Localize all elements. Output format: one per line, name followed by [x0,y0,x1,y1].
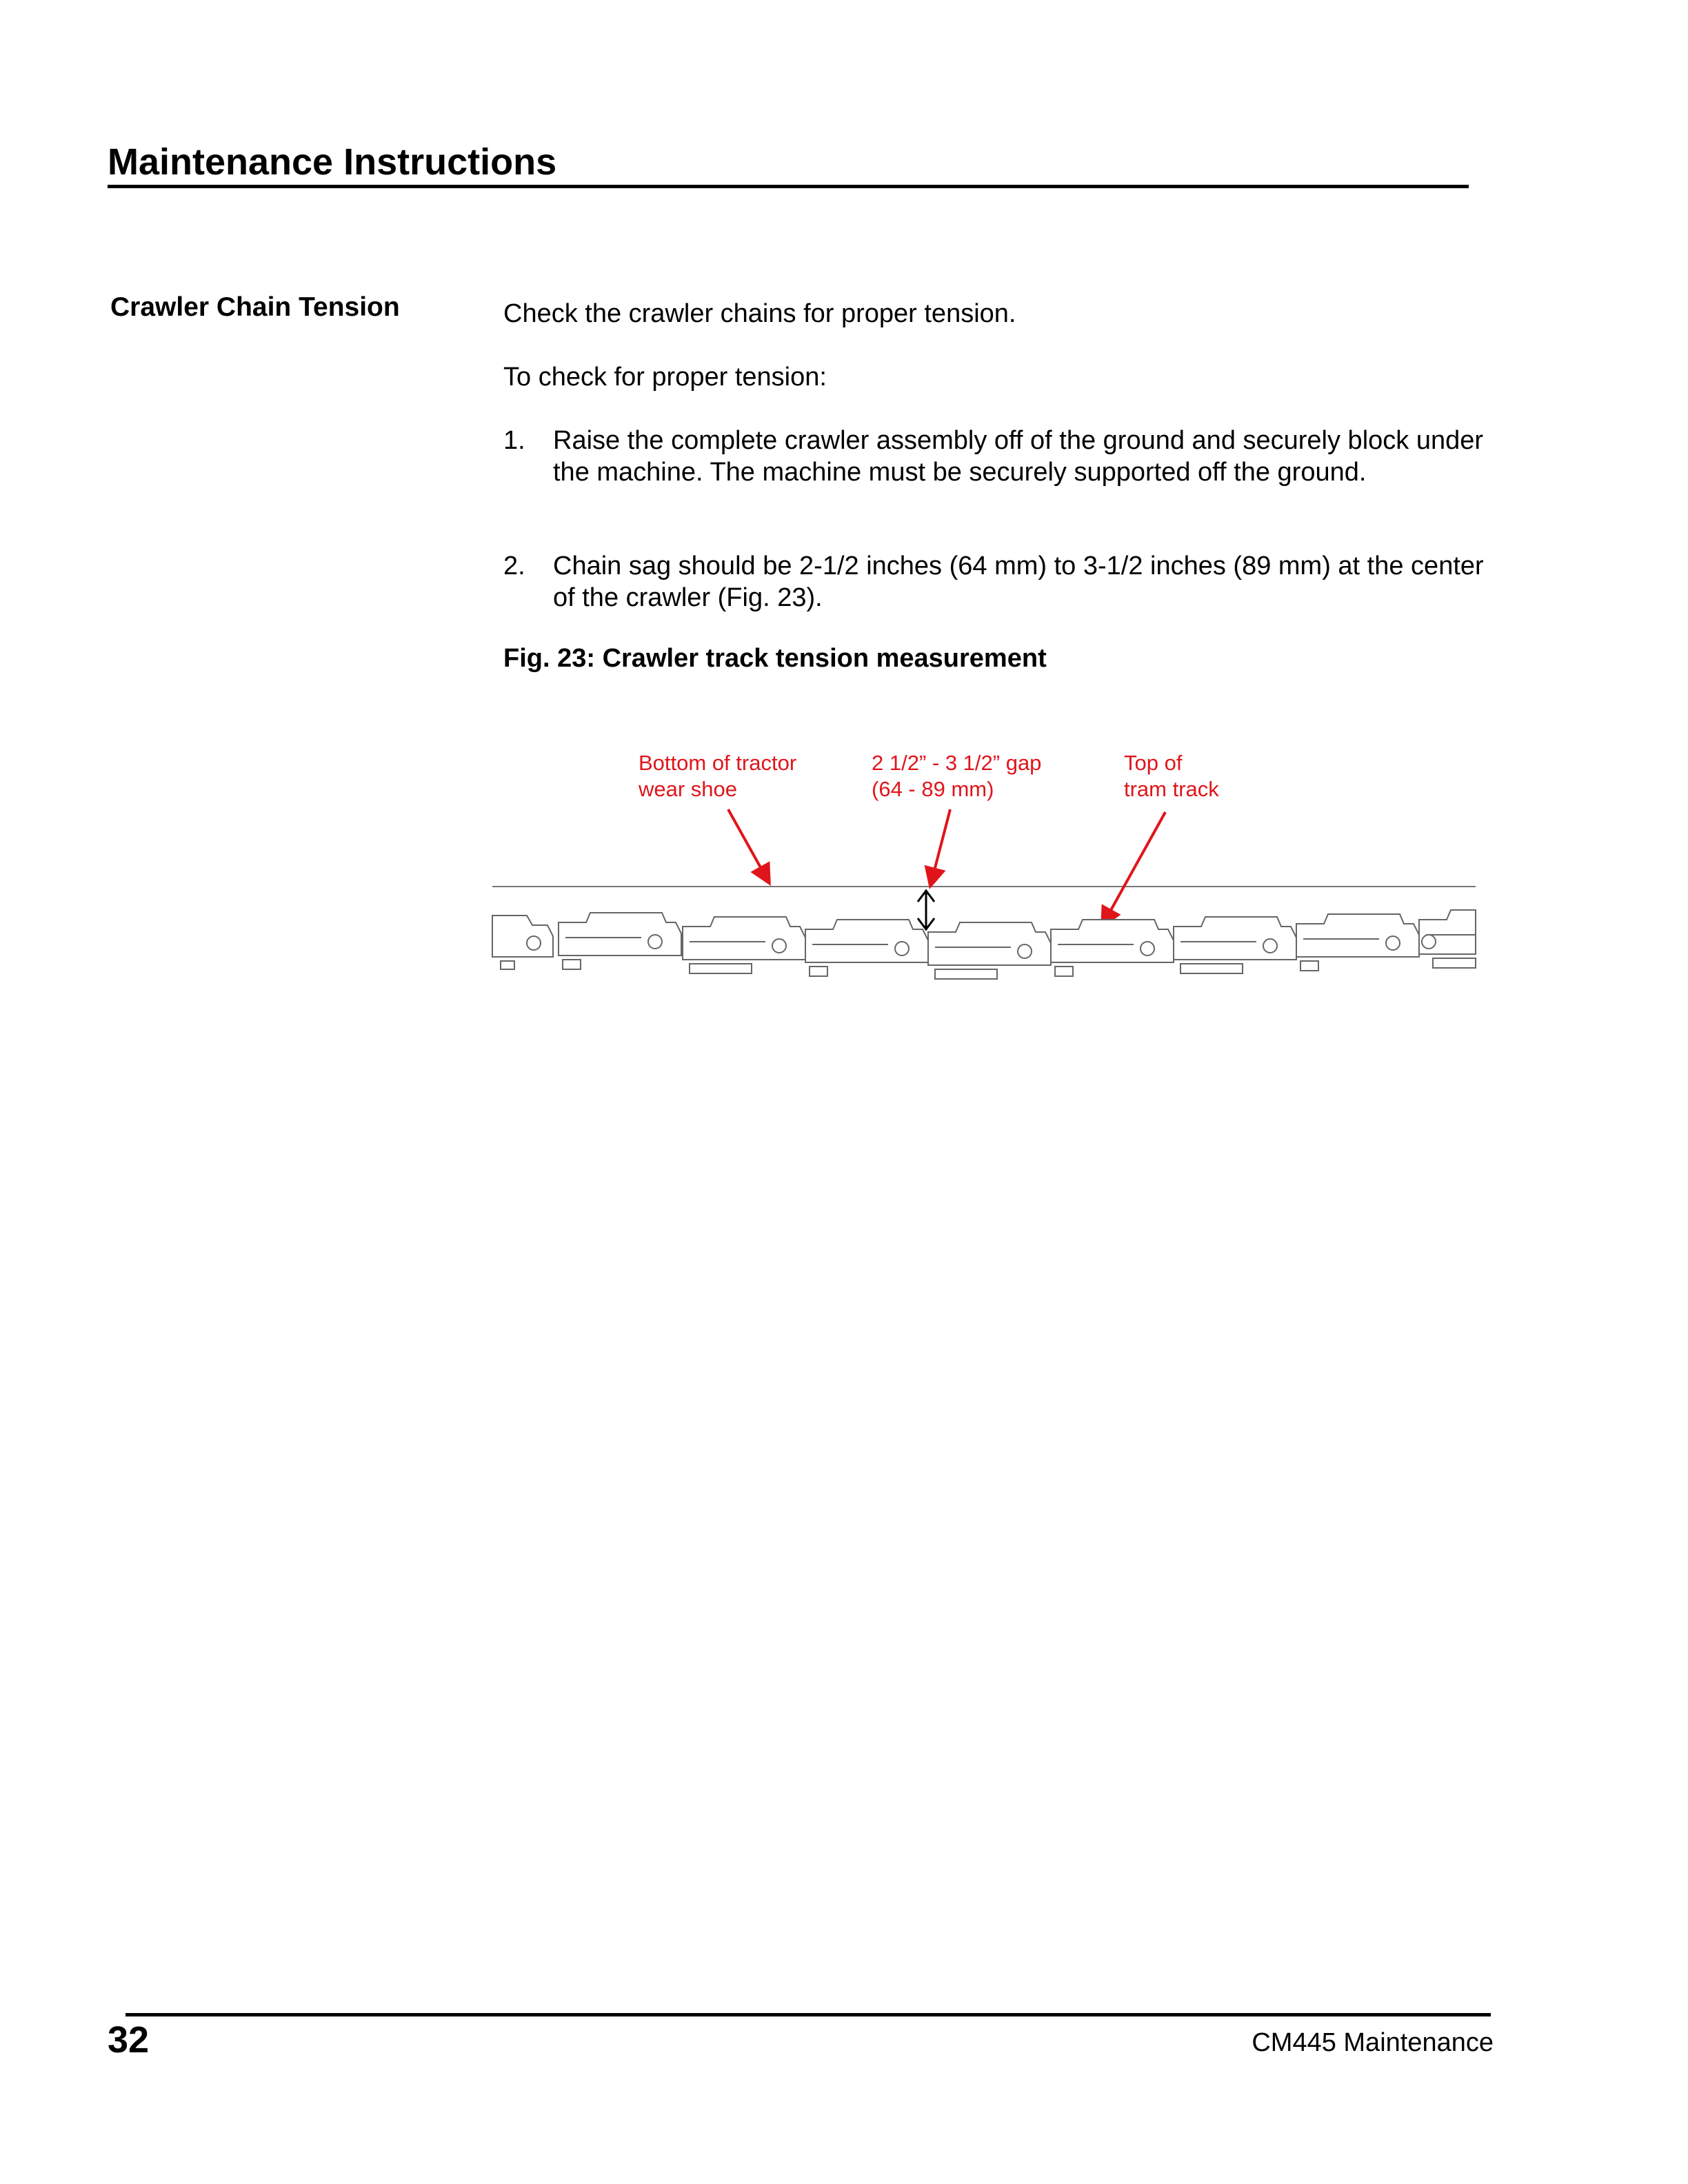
figure-caption: Fig. 23: Crawler track tension measurement [503,644,1047,673]
step-number: 2. [503,552,525,580]
label-line: Bottom of tractor [639,751,797,775]
section-heading: Crawler Chain Tension [110,292,400,322]
step-text: Chain sag should be 2-1/2 inches (64 mm) to 3-1/2 inches (89 mm) at the center of the crawler (Fig. 23). [553,552,1484,612]
callout-arrow [1103,812,1165,924]
document-name: CM445 Maintenance [1252,2028,1494,2057]
step-number: 1. [503,426,525,455]
label-gap [872,750,1041,802]
label-line: (64 - 89 mm) [872,777,994,801]
page-number: 32 [108,2019,150,2061]
label-wear-shoe [639,750,796,802]
crawler-track-diagram [483,800,1489,1020]
label-line: 2 1/2” - 3 1/2” gap [872,751,1042,775]
page-title: Maintenance Instructions [108,143,563,181]
label-line: wear shoe [639,777,738,801]
callout-arrow [931,809,950,884]
footer-rule [125,2013,1491,2016]
callout-arrow [728,809,768,881]
intro-paragraph: Check the crawler chains for proper tension. [503,299,1016,328]
header-rule [108,185,1469,188]
label-line: tram track [1124,777,1219,801]
crawler-chain [492,910,1476,979]
label-tram-track [1124,750,1219,802]
step-text: Raise the complete crawler assembly off of the ground and securely block under the machine. The machine must be securely supported off the ground. [553,426,1484,487]
gap-dimension-arrow [918,891,934,929]
lead-paragraph: To check for proper tension: [503,363,827,392]
label-line: Top of [1124,751,1183,775]
page-header [108,143,1469,181]
